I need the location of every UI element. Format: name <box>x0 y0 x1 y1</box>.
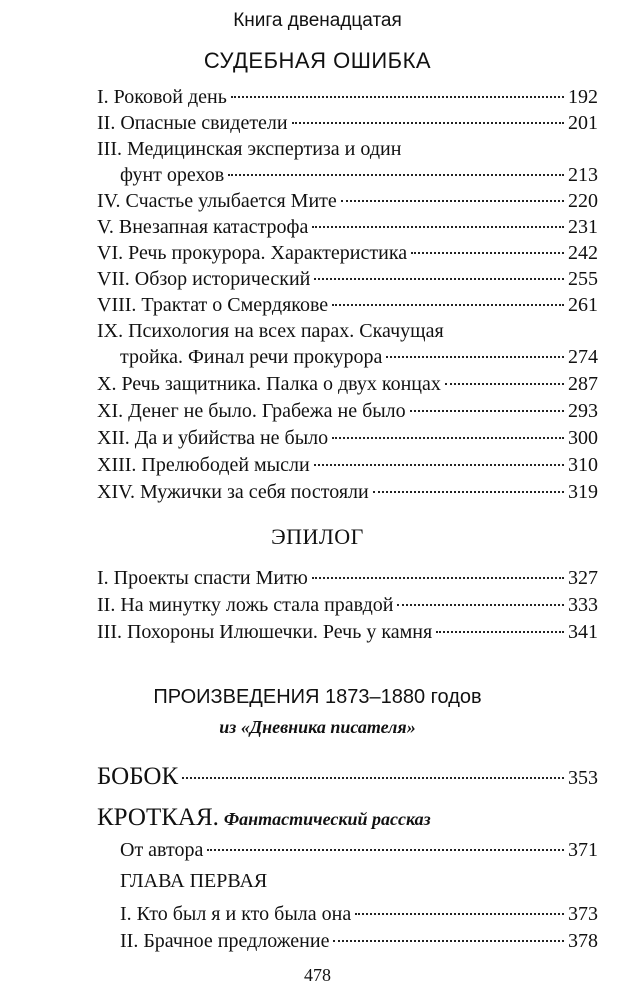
entry-title: X. Речь защитника. Палка о двух концах <box>97 373 441 395</box>
leader-dots <box>373 491 564 493</box>
entry-title: I. Проекты спасти Митю <box>97 567 308 589</box>
toc-entry <box>120 163 598 187</box>
entry-title: I. Роковой день <box>97 86 227 108</box>
toc-entry <box>97 762 598 792</box>
toc-entry <box>97 480 598 504</box>
leader-dots <box>410 410 564 412</box>
entry-page: 378 <box>568 930 598 952</box>
leader-dots <box>333 940 564 942</box>
entry-title: I. Кто был я и кто была она <box>120 903 352 925</box>
krotkaya-title: КРОТКАЯ. <box>97 804 219 831</box>
epilogue-title: ЭПИЛОГ <box>271 524 364 549</box>
leader-dots <box>312 577 564 579</box>
entry-page: 293 <box>568 400 598 422</box>
entry-title: II. Опасные свидетели <box>97 112 288 134</box>
toc-entry <box>97 566 598 590</box>
leader-dots <box>228 174 564 176</box>
entry-title: От автора <box>120 839 204 861</box>
entry-page: 371 <box>568 839 598 861</box>
entry-title: II. На минутку ложь стала правдой <box>97 594 394 616</box>
entry-page: 353 <box>568 767 598 789</box>
book-title: СУДЕБНАЯ ОШИБКА <box>203 48 432 73</box>
leader-dots <box>314 278 564 280</box>
page-number: 478 <box>304 965 331 985</box>
leader-dots <box>386 356 564 358</box>
leader-dots <box>231 96 564 98</box>
entry-title: XIV. Мужички за себя постояли <box>97 481 369 503</box>
entry-page: 261 <box>568 294 598 316</box>
chapter-heading: ГЛАВА ПЕРВАЯ <box>120 870 268 892</box>
entry-title-cont: тройка. Финал речи прокурора <box>120 346 383 368</box>
entry-page: 373 <box>568 903 598 925</box>
entry-page: 274 <box>568 346 598 368</box>
entry-title: XIII. Прелюбодей мысли <box>97 454 310 476</box>
entry-title: V. Внезапная катастрофа <box>97 216 309 238</box>
toc-entry <box>97 593 598 617</box>
leader-dots <box>341 200 564 202</box>
entry-page: 333 <box>568 594 598 616</box>
leader-dots <box>445 383 564 385</box>
entry-title: XII. Да и убийства не было <box>97 427 329 449</box>
toc-entry <box>97 85 598 109</box>
entry-page: 310 <box>568 454 598 476</box>
entry-page: 300 <box>568 427 598 449</box>
entry-page: 255 <box>568 268 598 290</box>
works-title: ПРОИЗВЕДЕНИЯ 1873–1880 годов <box>153 686 482 708</box>
entry-page: 213 <box>568 164 598 186</box>
book-header: Книга двенадцатая <box>233 10 402 31</box>
entry-page: 327 <box>568 567 598 589</box>
leader-dots <box>314 464 564 466</box>
entry-title: II. Брачное предложение <box>120 930 330 952</box>
entry-title: VI. Речь прокурора. Характеристика <box>97 242 408 264</box>
entry-title: III. Похороны Илюшечки. Речь у камня <box>97 621 433 643</box>
toc-entry <box>97 372 598 396</box>
leader-dots <box>207 849 564 851</box>
entry-title: БОБОК <box>97 763 179 790</box>
toc-entry <box>97 453 598 477</box>
entry-title: VII. Обзор исторический <box>97 268 311 290</box>
toc-entry <box>97 267 598 291</box>
krotkaya-subtitle: Фантастический рассказ <box>223 809 431 829</box>
entry-page: 231 <box>568 216 598 238</box>
krotkaya-heading <box>97 803 431 834</box>
toc-entry <box>97 426 598 450</box>
entry-page: 192 <box>568 86 598 108</box>
leader-dots <box>411 252 564 254</box>
entry-page: 220 <box>568 190 598 212</box>
toc-entry <box>97 241 598 265</box>
entry-title-line1: IX. Психология на всех парах. Скачущая <box>97 320 444 342</box>
entry-page: 201 <box>568 112 598 134</box>
toc-entry <box>97 620 598 644</box>
toc-entry <box>120 929 598 953</box>
entry-title: IV. Счастье улыбается Мите <box>97 190 337 212</box>
leader-dots <box>292 122 564 124</box>
toc-entry <box>120 902 598 926</box>
toc-entry <box>97 111 598 135</box>
entry-title: VIII. Трактат о Смердякове <box>97 294 329 316</box>
entry-page: 319 <box>568 481 598 503</box>
leader-dots <box>355 913 564 915</box>
leader-dots <box>332 437 564 439</box>
toc-entry <box>120 345 598 369</box>
entry-page: 341 <box>568 621 598 643</box>
leader-dots <box>397 604 564 606</box>
toc-entry <box>97 399 598 423</box>
leader-dots <box>182 777 564 779</box>
leader-dots <box>436 631 564 633</box>
entry-title-cont: фунт орехов <box>120 164 225 186</box>
entry-title-line1: III. Медицинская экспертиза и один <box>97 138 402 160</box>
entry-title: XI. Денег не было. Грабежа не было <box>97 400 406 422</box>
toc-entry <box>97 215 598 239</box>
entry-page: 242 <box>568 242 598 264</box>
works-subtitle: из «Дневника писателя» <box>219 717 416 737</box>
leader-dots <box>312 226 564 228</box>
toc-entry <box>120 838 598 862</box>
leader-dots <box>332 304 564 306</box>
toc-entry <box>97 189 598 213</box>
entry-page: 287 <box>568 373 598 395</box>
toc-entry <box>97 293 598 317</box>
